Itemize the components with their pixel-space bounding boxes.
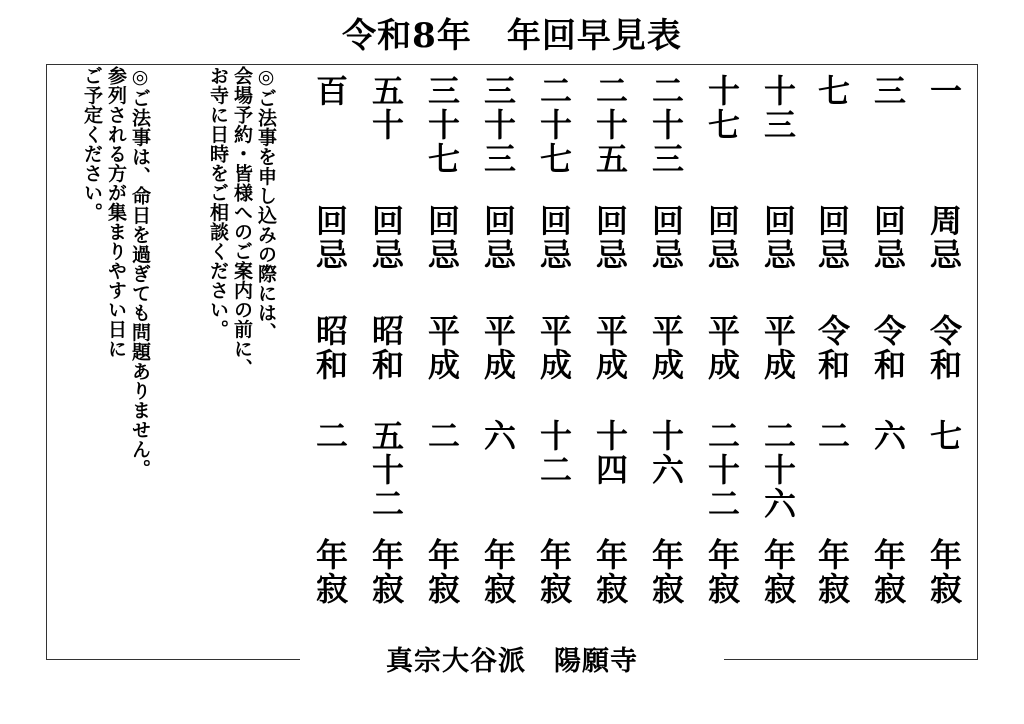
era-name: 昭和 — [311, 314, 349, 382]
anniversary-number: 百 — [311, 74, 349, 108]
era-name: 令和 — [869, 314, 907, 382]
year-suffix: 年寂 — [423, 538, 461, 606]
era-year: 六 — [869, 419, 907, 453]
note-1-line-1: ◎ご法事を申し込みの際には、 — [255, 66, 277, 342]
anniversary-type: 回忌 — [647, 204, 685, 272]
era-name: 昭和 — [367, 314, 405, 382]
year-suffix: 年寂 — [813, 538, 851, 606]
temple-name: 真宗大谷派 陽願寺 — [300, 640, 724, 684]
note-2-line-2: 参列される方が集まりやすい日に — [105, 66, 127, 359]
anniversary-number: 三十三 — [479, 74, 517, 176]
era-name: 令和 — [813, 314, 851, 382]
anniversary-column — [806, 74, 858, 634]
era-year: 二十六 — [759, 419, 797, 521]
year-suffix: 年寂 — [591, 538, 629, 606]
anniversary-type: 回忌 — [479, 204, 517, 272]
era-name: 平成 — [759, 314, 797, 382]
era-year: 十二 — [535, 419, 573, 487]
anniversary-type: 回忌 — [813, 204, 851, 272]
year-suffix: 年寂 — [925, 538, 963, 606]
anniversary-type: 回忌 — [535, 204, 573, 272]
year-suffix: 年寂 — [869, 538, 907, 606]
era-year: 十六 — [647, 419, 685, 487]
anniversary-number: 三十七 — [423, 74, 461, 176]
anniversary-number: 七 — [813, 74, 851, 108]
year-suffix: 年寂 — [535, 538, 573, 606]
anniversary-column — [584, 74, 636, 634]
anniversary-number: 十七 — [703, 74, 741, 142]
anniversary-number: 三 — [869, 74, 907, 108]
anniversary-column — [640, 74, 692, 634]
era-year: 二 — [423, 419, 461, 453]
note-1-line-3: お寺に日時をご相談ください。 — [207, 66, 229, 339]
anniversary-column — [696, 74, 748, 634]
anniversary-type: 回忌 — [367, 204, 405, 272]
note-1-line-2: 会場予約・皆様へのご案内の前に、 — [231, 66, 253, 378]
anniversary-type: 回忌 — [759, 204, 797, 272]
anniversary-type: 周忌 — [925, 204, 963, 272]
anniversary-type: 回忌 — [311, 204, 349, 272]
anniversary-column — [528, 74, 580, 634]
era-name: 平成 — [479, 314, 517, 382]
anniversary-column — [752, 74, 804, 634]
note-2-line-3: ご予定ください。 — [81, 66, 103, 222]
anniversary-type: 回忌 — [423, 204, 461, 272]
era-name: 平成 — [591, 314, 629, 382]
anniversary-type: 回忌 — [703, 204, 741, 272]
era-year: 七 — [925, 419, 963, 453]
anniversary-column — [918, 74, 970, 634]
year-suffix: 年寂 — [759, 538, 797, 606]
year-suffix: 年寂 — [367, 538, 405, 606]
anniversary-number: 二十三 — [647, 74, 685, 176]
year-suffix: 年寂 — [647, 538, 685, 606]
era-name: 平成 — [535, 314, 573, 382]
note-2-line-1: ◎ご法事は、命日を過ぎても問題ありません。 — [129, 66, 151, 479]
era-year: 二 — [311, 419, 349, 453]
anniversary-type: 回忌 — [591, 204, 629, 272]
anniversary-column — [472, 74, 524, 634]
page-title: 令和8年 年回早見表 — [342, 16, 682, 56]
era-year: 五十二 — [367, 419, 405, 521]
year-suffix: 年寂 — [479, 538, 517, 606]
era-year: 二 — [813, 419, 851, 453]
anniversary-column — [862, 74, 914, 634]
anniversary-column — [360, 74, 412, 634]
anniversary-column — [416, 74, 468, 634]
era-year: 六 — [479, 419, 517, 453]
anniversary-number: 十三 — [759, 74, 797, 142]
year-suffix: 年寂 — [703, 538, 741, 606]
anniversary-number: 二十五 — [591, 74, 629, 176]
era-name: 平成 — [703, 314, 741, 382]
anniversary-column — [304, 74, 356, 634]
era-name: 平成 — [647, 314, 685, 382]
anniversary-number: 一 — [925, 74, 963, 108]
era-name: 平成 — [423, 314, 461, 382]
anniversary-number: 五十 — [367, 74, 405, 142]
era-year: 二十二 — [703, 419, 741, 521]
anniversary-type: 回忌 — [869, 204, 907, 272]
era-year: 十四 — [591, 419, 629, 487]
era-name: 令和 — [925, 314, 963, 382]
year-suffix: 年寂 — [311, 538, 349, 606]
anniversary-number: 二十七 — [535, 74, 573, 176]
